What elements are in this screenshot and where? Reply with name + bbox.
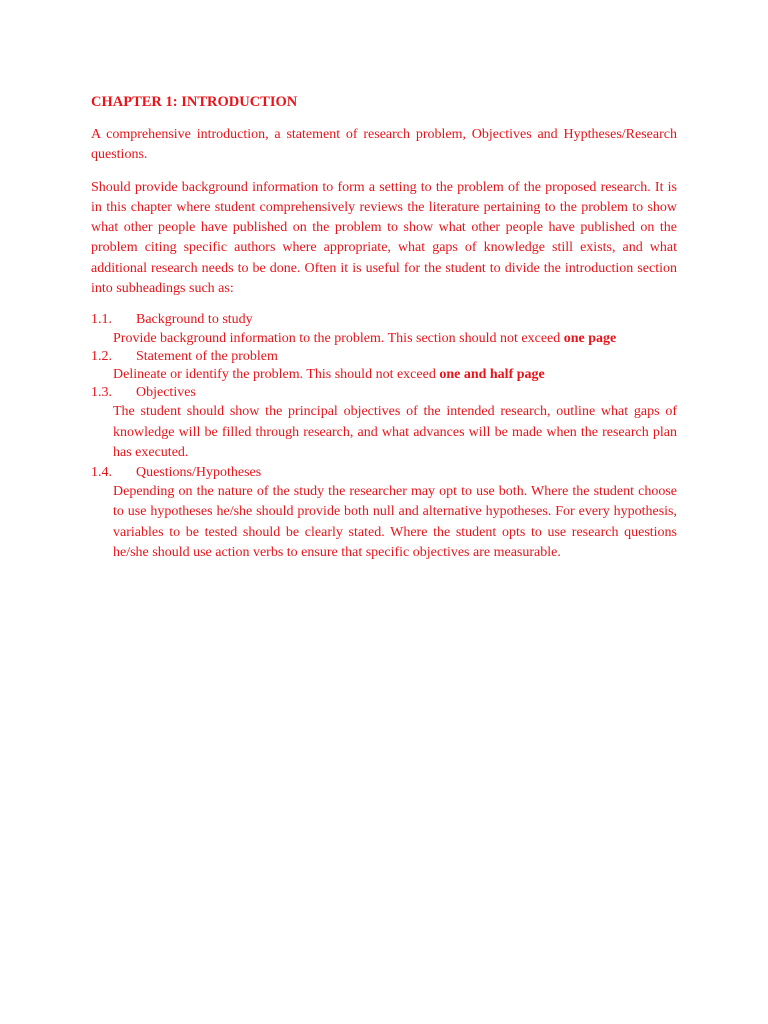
section-number: 1.2. [91,348,112,364]
section-heading: Objectives [136,385,196,401]
section-number: 1.1. [91,312,112,328]
section-heading: Questions/Hypotheses [136,464,262,480]
section-number: 1.3. [91,385,112,401]
section-body-text: Provide background information to the problem. This section should not exceed [113,330,564,346]
section-body-emphasis: one page [563,330,617,346]
section-body-text: Delineate or identify the problem. This should not exceed [113,366,440,382]
section-body-emphasis: one and half page [439,366,545,382]
section-heading-row [91,464,677,482]
section-questions-hypotheses [91,464,677,564]
section-body: Depending on the nature of the study the researcher may opt to use both. Where the student choose to use hypotheses he/she should provide both null and alternative hypotheses. For every hypothesis, variables to be tested should be clearly stated. Where the student opts to use research questions he/she should use action verbs to ensure that specific objectives are measurable. [113,483,677,561]
section-heading-row [91,348,677,366]
intro-paragraph: A comprehensive introduction, a statement of research problem, Objectives and Hyptheses/Research questions. [91,127,677,163]
section-heading: Statement of the problem [136,348,278,364]
chapter-title: CHAPTER 1: INTRODUCTION [91,94,298,110]
section-heading-row [91,384,677,402]
document-page [91,93,677,563]
section-body [113,330,677,348]
background-paragraph: Should provide background information to form a setting to the problem of the proposed research. It is in this chapter where student comprehensively reviews the literature pertaining to the problem to show what other people have published on the problem to show what other people have published on the problem citing specific authors where appropriate, what gaps of knowledge still exists, and what additional research needs to be done. Often it is useful for the student to divide the introduction section into subheadings such as: [91,179,677,297]
section-statement-of-problem [91,348,677,384]
section-heading: Background to study [136,312,253,328]
section-body: The student should show the principal objectives of the intended research, outline what gaps of knowledge will be filled through research, and what advances will be made when the research plan has executed. [113,404,677,461]
section-heading-row [91,311,677,329]
section-background-to-study [91,311,677,347]
section-body [113,366,677,384]
section-number: 1.4. [91,464,112,480]
section-objectives [91,384,677,463]
